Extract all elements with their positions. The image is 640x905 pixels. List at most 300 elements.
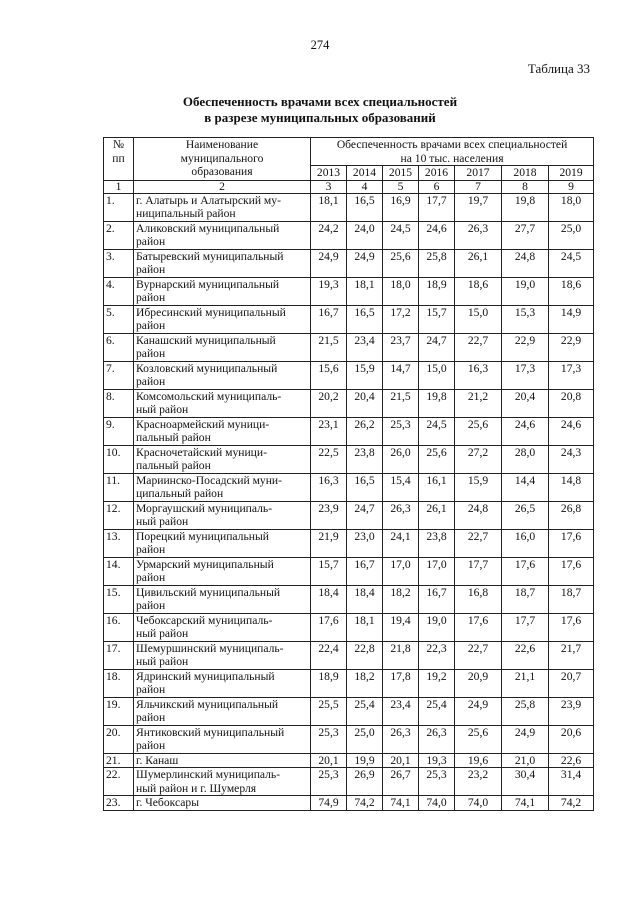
provision-value: 25,8 — [419, 249, 455, 277]
provision-value: 18,0 — [383, 277, 419, 305]
row-number: 12. — [104, 501, 134, 529]
provision-value: 22,6 — [549, 753, 594, 768]
provision-value: 15,9 — [347, 361, 383, 389]
provision-value: 16,7 — [311, 305, 347, 333]
provision-value: 18,2 — [347, 669, 383, 697]
provision-value: 15,6 — [311, 361, 347, 389]
provision-value: 16,8 — [455, 585, 502, 613]
column-index: 6 — [419, 180, 455, 193]
provision-value: 18,7 — [502, 585, 549, 613]
provision-value: 19,2 — [419, 669, 455, 697]
provision-value: 17,3 — [549, 361, 594, 389]
provision-value: 15,7 — [419, 305, 455, 333]
provision-value: 24,1 — [383, 529, 419, 557]
provision-value: 23,9 — [311, 501, 347, 529]
provision-value: 14,7 — [383, 361, 419, 389]
municipality-name-line: ный район — [136, 515, 189, 528]
municipality-name-line: Вурнарский муниципальный — [136, 277, 280, 291]
provision-value: 26,7 — [383, 768, 419, 796]
provision-value: 25,8 — [502, 697, 549, 725]
provision-value: 26,3 — [383, 501, 419, 529]
municipality-name-line: район — [136, 739, 166, 752]
provision-value: 23,0 — [347, 529, 383, 557]
municipality-name-line: Красночетайский муници- — [136, 445, 267, 459]
provision-value: 24,9 — [455, 697, 502, 725]
provision-value: 23,1 — [311, 417, 347, 445]
table-row — [104, 725, 594, 753]
municipality-name-line: Моргаушский муниципаль- — [136, 501, 273, 515]
provision-value: 28,0 — [502, 445, 549, 473]
provision-value: 24,5 — [383, 221, 419, 249]
provision-value: 24,6 — [502, 417, 549, 445]
row-number: 23. — [104, 796, 134, 811]
provision-value: 26,1 — [419, 501, 455, 529]
provision-value: 16,1 — [419, 473, 455, 501]
municipality-name — [134, 557, 311, 585]
provision-value: 24,6 — [549, 417, 594, 445]
provision-value: 21,1 — [502, 669, 549, 697]
table-row — [104, 501, 594, 529]
provision-value: 14,4 — [502, 473, 549, 501]
provision-value: 19,7 — [455, 193, 502, 221]
provision-value: 14,8 — [549, 473, 594, 501]
provision-value: 19,6 — [455, 753, 502, 768]
provision-value: 16,3 — [311, 473, 347, 501]
provision-value: 26,3 — [419, 725, 455, 753]
column-index: 5 — [383, 180, 419, 193]
provision-value: 19,0 — [419, 613, 455, 641]
provision-value: 16,7 — [419, 585, 455, 613]
provision-value: 15,0 — [419, 361, 455, 389]
row-number: 15. — [104, 585, 134, 613]
row-number: 6. — [104, 333, 134, 361]
municipality-name-line: ниципальный район — [136, 207, 236, 220]
table-title-line-1: Обеспеченность врачами всех специальностей — [182, 94, 458, 109]
provision-value: 16,5 — [347, 305, 383, 333]
provision-value: 22,9 — [549, 333, 594, 361]
provision-value: 15,4 — [383, 473, 419, 501]
municipality-name-line: Шемуршинский муниципаль- — [136, 641, 284, 655]
provision-value: 18,4 — [311, 585, 347, 613]
provision-value: 21,7 — [549, 641, 594, 669]
table-row — [104, 361, 594, 389]
municipality-name-line: г. Алатырь и Алатырский му- — [136, 193, 281, 207]
provision-value: 25,3 — [311, 768, 347, 796]
table-row — [104, 641, 594, 669]
provision-value: 25,3 — [311, 725, 347, 753]
provision-value: 74,1 — [502, 796, 549, 811]
municipality-name-line: район — [136, 263, 166, 276]
provision-value: 20,8 — [549, 389, 594, 417]
provision-value: 26,1 — [455, 249, 502, 277]
provision-value: 23,7 — [383, 333, 419, 361]
provision-value: 17,8 — [383, 669, 419, 697]
provision-value: 23,8 — [347, 445, 383, 473]
table-row — [104, 193, 594, 221]
provision-value: 18,6 — [549, 277, 594, 305]
row-number: 8. — [104, 389, 134, 417]
table-row — [104, 753, 594, 768]
provision-value: 20,6 — [549, 725, 594, 753]
provision-value: 18,1 — [311, 193, 347, 221]
provision-value: 21,9 — [311, 529, 347, 557]
provision-value: 24,9 — [311, 249, 347, 277]
provision-value: 20,2 — [311, 389, 347, 417]
municipality-name-line: район — [136, 543, 166, 556]
table-title — [0, 94, 640, 126]
provision-value: 26,9 — [347, 768, 383, 796]
provision-value: 26,2 — [347, 417, 383, 445]
municipality-name — [134, 669, 311, 697]
header-year: 2017 — [455, 166, 502, 181]
provision-value: 21,8 — [383, 641, 419, 669]
provision-value: 17,6 — [502, 557, 549, 585]
header-year: 2013 — [311, 166, 347, 181]
provision-value: 24,7 — [347, 501, 383, 529]
provision-value: 24,9 — [347, 249, 383, 277]
table-row — [104, 669, 594, 697]
provision-value: 20,4 — [502, 389, 549, 417]
provision-value: 25,4 — [419, 697, 455, 725]
municipality-name-line: район — [136, 319, 166, 332]
provision-value: 24,5 — [419, 417, 455, 445]
municipality-name-line: Ибресинский муниципальный — [136, 305, 286, 319]
provision-value: 74,9 — [311, 796, 347, 811]
municipality-name — [134, 473, 311, 501]
provision-value: 15,0 — [455, 305, 502, 333]
municipality-name — [134, 768, 311, 796]
provision-value: 22,7 — [455, 641, 502, 669]
municipality-name-line: район — [136, 683, 166, 696]
row-number: 16. — [104, 613, 134, 641]
provision-value: 25,6 — [455, 417, 502, 445]
provision-value: 25,6 — [455, 725, 502, 753]
municipality-name-line: район — [136, 291, 166, 304]
municipality-name — [134, 501, 311, 529]
provision-value: 17,6 — [549, 529, 594, 557]
municipality-name — [134, 333, 311, 361]
municipality-name-line: Яльчикский муниципальный — [136, 697, 279, 711]
provision-value: 26,8 — [549, 501, 594, 529]
provision-value: 74,0 — [455, 796, 502, 811]
table-row — [104, 585, 594, 613]
provision-value: 19,3 — [311, 277, 347, 305]
header-year: 2014 — [347, 166, 383, 181]
provision-value: 24,0 — [347, 221, 383, 249]
municipality-name-line: район — [136, 711, 166, 724]
row-number: 11. — [104, 473, 134, 501]
municipality-name-line: пальный район — [136, 459, 211, 472]
municipality-name — [134, 221, 311, 249]
provision-value: 74,1 — [383, 796, 419, 811]
provision-value: 21,5 — [383, 389, 419, 417]
provision-value: 24,3 — [549, 445, 594, 473]
municipality-name-line: г. Канаш — [136, 753, 179, 767]
municipality-name — [134, 529, 311, 557]
municipality-name — [134, 361, 311, 389]
provision-value: 24,7 — [419, 333, 455, 361]
provision-value: 24,6 — [419, 221, 455, 249]
provision-value: 25,6 — [419, 445, 455, 473]
provision-value: 15,3 — [502, 305, 549, 333]
provision-value: 18,6 — [455, 277, 502, 305]
municipality-name — [134, 613, 311, 641]
provision-value: 24,2 — [311, 221, 347, 249]
provision-value: 25,4 — [347, 697, 383, 725]
provision-value: 24,9 — [502, 725, 549, 753]
column-index: 3 — [311, 180, 347, 193]
table-row — [104, 529, 594, 557]
column-index: 9 — [549, 180, 594, 193]
provision-value: 27,2 — [455, 445, 502, 473]
header-year: 2019 — [549, 166, 594, 181]
provision-value: 18,1 — [347, 613, 383, 641]
table-row — [104, 557, 594, 585]
municipality-name — [134, 585, 311, 613]
municipality-name — [134, 417, 311, 445]
row-number: 3. — [104, 249, 134, 277]
municipality-name-line: Порецкий муниципальный — [136, 529, 269, 543]
provision-value: 22,4 — [311, 641, 347, 669]
provision-value: 18,0 — [549, 193, 594, 221]
provision-value: 22,7 — [455, 529, 502, 557]
provision-value: 20,1 — [311, 753, 347, 768]
provision-value: 19,8 — [419, 389, 455, 417]
table-row — [104, 389, 594, 417]
provision-value: 17,7 — [419, 193, 455, 221]
municipality-name-line: Чебоксарский муниципаль- — [136, 613, 273, 627]
provision-value: 17,6 — [549, 557, 594, 585]
provision-value: 31,4 — [549, 768, 594, 796]
provision-value: 17,7 — [502, 613, 549, 641]
provision-value: 17,6 — [455, 613, 502, 641]
provision-value: 25,3 — [419, 768, 455, 796]
table-row — [104, 473, 594, 501]
provision-value: 26,3 — [383, 725, 419, 753]
provision-value: 23,2 — [455, 768, 502, 796]
row-number: 2. — [104, 221, 134, 249]
provision-value: 20,9 — [455, 669, 502, 697]
column-index: 4 — [347, 180, 383, 193]
table-row — [104, 697, 594, 725]
row-number: 20. — [104, 725, 134, 753]
row-number: 22. — [104, 768, 134, 796]
row-number: 10. — [104, 445, 134, 473]
municipality-name-line: Шумерлинский муниципаль- — [136, 768, 281, 781]
column-index-row — [104, 180, 594, 193]
provision-value: 17,6 — [311, 613, 347, 641]
municipality-name — [134, 249, 311, 277]
provision-value: 16,0 — [502, 529, 549, 557]
row-number: 7. — [104, 361, 134, 389]
provision-value: 17,3 — [502, 361, 549, 389]
provision-value: 18,9 — [311, 669, 347, 697]
municipality-name — [134, 641, 311, 669]
provision-value: 25,0 — [549, 221, 594, 249]
municipality-name-line: район — [136, 347, 166, 360]
header-year: 2018 — [502, 166, 549, 181]
provision-value: 19,3 — [419, 753, 455, 768]
provision-value: 19,4 — [383, 613, 419, 641]
municipality-name-line: ный район — [136, 403, 189, 416]
provision-value: 23,4 — [383, 697, 419, 725]
column-index: 8 — [502, 180, 549, 193]
provision-value: 17,2 — [383, 305, 419, 333]
table-row — [104, 445, 594, 473]
municipality-name — [134, 753, 311, 768]
provision-value: 16,9 — [383, 193, 419, 221]
table-body — [104, 193, 594, 810]
provision-value: 20,4 — [347, 389, 383, 417]
municipality-name-line: Козловский муниципальный — [136, 361, 278, 375]
row-number: 18. — [104, 669, 134, 697]
provision-value: 26,0 — [383, 445, 419, 473]
municipality-name — [134, 277, 311, 305]
provision-value: 17,0 — [383, 557, 419, 585]
municipality-name-line: Аликовский муниципальный — [136, 221, 280, 235]
provision-value: 74,2 — [549, 796, 594, 811]
provision-value: 23,4 — [347, 333, 383, 361]
table-row — [104, 333, 594, 361]
provision-value: 22,7 — [455, 333, 502, 361]
provision-value: 22,6 — [502, 641, 549, 669]
table-row — [104, 796, 594, 811]
provision-value: 16,7 — [347, 557, 383, 585]
table-row — [104, 768, 594, 796]
table-row — [104, 277, 594, 305]
provision-value: 19,0 — [502, 277, 549, 305]
provision-value: 18,7 — [549, 585, 594, 613]
municipality-name-line: ный район — [136, 655, 189, 668]
table-row — [104, 221, 594, 249]
column-index: 2 — [134, 180, 311, 193]
provision-value: 19,8 — [502, 193, 549, 221]
municipality-name-line: пальный район — [136, 431, 211, 444]
row-number: 21. — [104, 753, 134, 768]
municipality-name-line: Янтиковский муниципальный — [136, 725, 285, 739]
provision-value: 18,1 — [347, 277, 383, 305]
municipality-name — [134, 445, 311, 473]
table-label: Таблица 33 — [527, 61, 590, 76]
provision-value: 18,4 — [347, 585, 383, 613]
provision-value: 26,5 — [502, 501, 549, 529]
provision-value: 20,1 — [383, 753, 419, 768]
provision-value: 15,9 — [455, 473, 502, 501]
municipality-name — [134, 796, 311, 811]
provision-value: 16,3 — [455, 361, 502, 389]
row-number: 13. — [104, 529, 134, 557]
provision-value: 26,3 — [455, 221, 502, 249]
provision-value: 25,5 — [311, 697, 347, 725]
municipality-name-line: район — [136, 599, 166, 612]
provision-value: 27,7 — [502, 221, 549, 249]
header-municipality: Наименование муниципального образования — [134, 138, 311, 181]
municipality-name — [134, 305, 311, 333]
provision-value: 24,8 — [502, 249, 549, 277]
municipality-name-line: Батыревский муниципальный — [136, 249, 284, 263]
municipality-name-line: район — [136, 235, 166, 248]
row-number: 14. — [104, 557, 134, 585]
table-row — [104, 249, 594, 277]
table-row — [104, 613, 594, 641]
provision-value: 74,2 — [347, 796, 383, 811]
provision-value: 18,2 — [383, 585, 419, 613]
header-row — [104, 138, 594, 166]
municipality-name-line: Цивильский муниципальный — [136, 585, 281, 599]
provision-value: 19,9 — [347, 753, 383, 768]
column-index: 7 — [455, 180, 502, 193]
row-number: 9. — [104, 417, 134, 445]
provision-value: 16,5 — [347, 193, 383, 221]
provision-value: 16,5 — [347, 473, 383, 501]
provision-value: 15,7 — [311, 557, 347, 585]
municipality-name-line: Красноармейский муници- — [136, 417, 270, 431]
municipality-name — [134, 697, 311, 725]
municipality-name-line: район — [136, 571, 166, 584]
provision-value: 22,8 — [347, 641, 383, 669]
provision-value: 17,6 — [549, 613, 594, 641]
header-year: 2015 — [383, 166, 419, 181]
provision-value: 20,7 — [549, 669, 594, 697]
provision-value: 23,8 — [419, 529, 455, 557]
provision-value: 25,0 — [347, 725, 383, 753]
row-number: 5. — [104, 305, 134, 333]
row-number: 4. — [104, 277, 134, 305]
municipality-name-line: Комсомольский муниципаль- — [136, 389, 282, 403]
row-number: 17. — [104, 641, 134, 669]
provision-value: 14,9 — [549, 305, 594, 333]
table-title-line-2: в разрезе муниципальных образований — [204, 110, 436, 125]
provision-value: 23,9 — [549, 697, 594, 725]
provision-value: 17,0 — [419, 557, 455, 585]
row-number: 19. — [104, 697, 134, 725]
municipality-name — [134, 193, 311, 221]
municipality-name-line: район — [136, 375, 166, 388]
table-row — [104, 417, 594, 445]
header-provision-group: Обеспеченность врачами всех специальностей на 10 тыс. населения — [311, 138, 594, 166]
provision-value: 24,8 — [455, 501, 502, 529]
municipality-name-line: ный район и г. Шумерля — [136, 781, 257, 795]
provision-value: 22,3 — [419, 641, 455, 669]
municipality-name-line: Мариинско-Посадский муни- — [136, 473, 282, 487]
page-number: 274 — [310, 38, 330, 52]
provision-value: 24,5 — [549, 249, 594, 277]
provision-value: 22,5 — [311, 445, 347, 473]
provision-value: 17,7 — [455, 557, 502, 585]
municipality-name-line: ципальный район — [136, 487, 224, 500]
municipality-name — [134, 389, 311, 417]
doctors-provision-table — [103, 137, 594, 811]
municipality-name-line: Урмарский муниципальный — [136, 557, 274, 571]
provision-value: 18,9 — [419, 277, 455, 305]
header-number: № пп — [104, 138, 134, 181]
header-year: 2016 — [419, 166, 455, 181]
provision-value: 74,0 — [419, 796, 455, 811]
municipality-name-line: Ядринский муниципальный — [136, 669, 275, 683]
provision-value: 30,4 — [502, 768, 549, 796]
provision-value: 22,9 — [502, 333, 549, 361]
table-row — [104, 305, 594, 333]
row-number: 1. — [104, 193, 134, 221]
municipality-name-line: г. Чебоксары — [136, 796, 199, 809]
municipality-name-line: Канашский муниципальный — [136, 333, 276, 347]
municipality-name — [134, 725, 311, 753]
provision-value: 21,2 — [455, 389, 502, 417]
provision-value: 21,5 — [311, 333, 347, 361]
provision-value: 25,3 — [383, 417, 419, 445]
municipality-name-line: ный район — [136, 627, 189, 640]
provision-value: 21,0 — [502, 753, 549, 768]
